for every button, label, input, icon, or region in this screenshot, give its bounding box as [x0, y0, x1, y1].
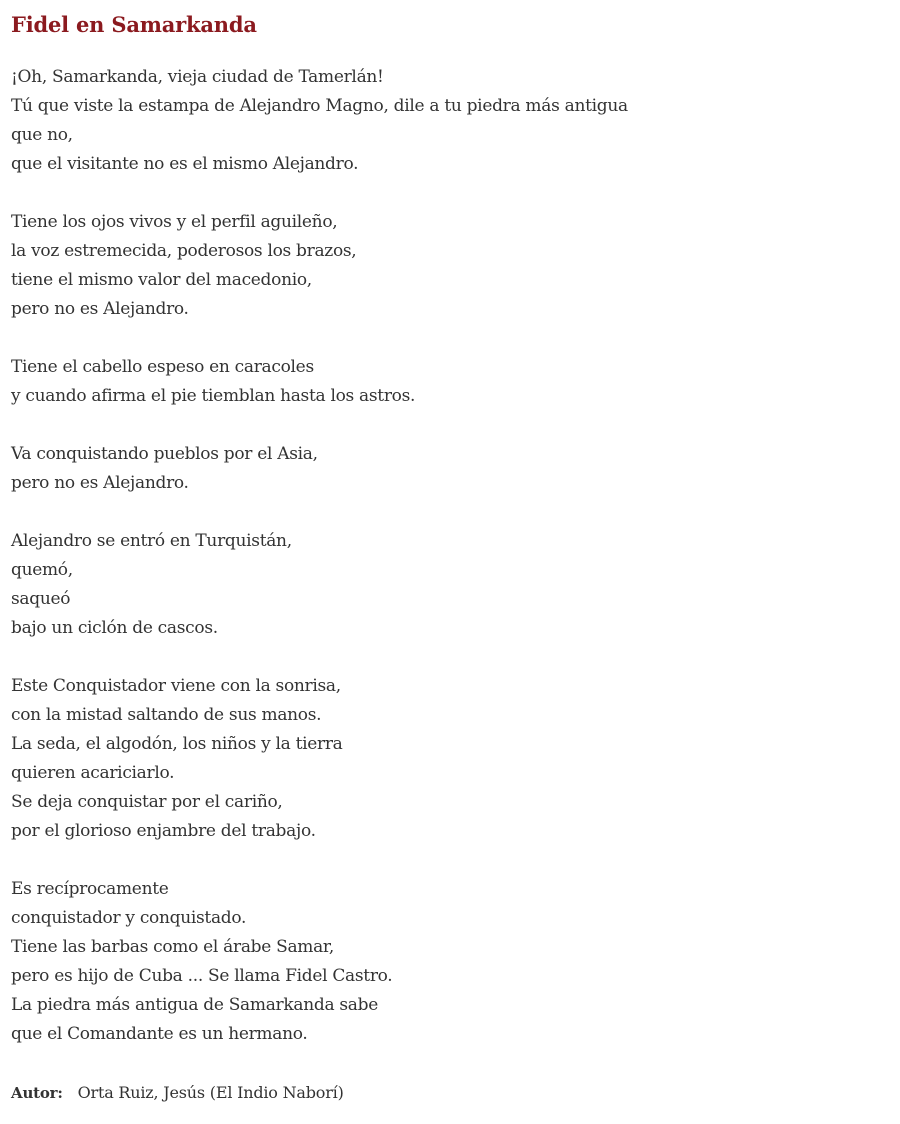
poem-line: tiene el mismo valor del macedonio,: [11, 270, 312, 290]
poem-line: saqueó: [11, 589, 71, 609]
poem-line: la voz estremecida, poderosos los brazos,: [11, 241, 357, 261]
poem-line: por el glorioso enjambre del trabajo.: [11, 821, 316, 841]
poem-line: Tiene el cabello espeso en caracoles: [11, 357, 314, 377]
poem-line: Va conquistando pueblos por el Asia,: [11, 444, 318, 464]
poem-title: Fidel en Samarkanda: [11, 12, 257, 37]
poem-line: pero no es Alejandro.: [11, 299, 189, 319]
poem-line: conquistador y conquistado.: [11, 908, 247, 928]
poem-line: que no,: [11, 125, 73, 145]
poem-stanza: [11, 63, 881, 179]
poem-line: con la mistad saltando de sus manos.: [11, 705, 322, 725]
poem-stanza: [11, 672, 881, 846]
author-label: Autor:: [11, 1084, 63, 1102]
poem-line: ¡Oh, Samarkanda, vieja ciudad de Tamerlán!: [11, 67, 384, 87]
poem-line: pero no es Alejandro.: [11, 473, 189, 493]
poem-line: Este Conquistador viene con la sonrisa,: [11, 676, 341, 696]
poem-line: que el Comandante es un hermano.: [11, 1024, 308, 1044]
author-name: Orta Ruiz, Jesús (El Indio Naborí): [77, 1083, 344, 1102]
poem-stanza: [11, 353, 881, 411]
poem-line: quieren acariciarlo.: [11, 763, 175, 783]
poem-line: pero es hijo de Cuba ... Se llama Fidel Castro.: [11, 966, 393, 986]
poem-line: La piedra más antigua de Samarkanda sabe: [11, 995, 378, 1015]
poem-line: Se deja conquistar por el cariño,: [11, 792, 283, 812]
poem-line: y cuando afirma el pie tiemblan hasta los astros.: [11, 386, 416, 406]
poem-stanza: [11, 208, 881, 324]
poem-line: La seda, el algodón, los niños y la tierra: [11, 734, 343, 754]
author-line: [11, 1078, 881, 1108]
poem-line: Es recíprocamente: [11, 879, 169, 899]
poem-stanza: [11, 440, 881, 498]
poem-stanza: [11, 527, 881, 643]
poem-line: bajo un ciclón de cascos.: [11, 618, 218, 638]
poem-line: Tiene los ojos vivos y el perfil aguileño,: [11, 212, 338, 232]
poem-stanza: [11, 875, 881, 1049]
poem-page: [11, 10, 881, 1108]
poem-line: Alejandro se entró en Turquistán,: [11, 531, 292, 551]
poem-body: [11, 63, 881, 1049]
poem-line: que el visitante no es el mismo Alejandro.: [11, 154, 359, 174]
poem-line: Tiene las barbas como el árabe Samar,: [11, 937, 334, 957]
poem-line: quemó,: [11, 560, 73, 580]
poem-line: Tú que viste la estampa de Alejandro Magno, dile a tu piedra más antigua: [11, 96, 628, 116]
